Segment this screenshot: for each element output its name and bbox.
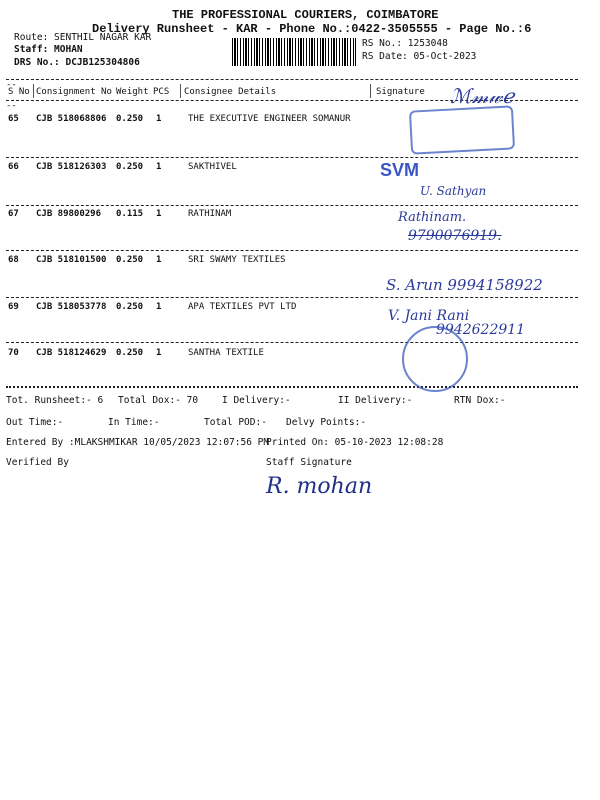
divider [6, 157, 578, 158]
entered-by: Entered By :MLAKSHMIKAR 10/05/2023 12:07:56 PM [6, 437, 270, 448]
divider [6, 297, 578, 298]
staff-signature-label: Staff Signature [266, 457, 352, 468]
cell-consignment: CJB 518053778 [36, 302, 107, 312]
cell-weight: 0.250 [116, 302, 144, 312]
tot-runsheet: Tot. Runsheet:- 6 [6, 395, 104, 406]
cell-pcs: 1 [156, 114, 162, 124]
column-divider [370, 84, 371, 98]
cell-sno: 69 [8, 302, 19, 312]
cell-consignment: CJB 89800296 [36, 209, 102, 219]
signature-sakthivel: U. Sathyan [420, 184, 487, 198]
cell-pcs: 1 [156, 209, 162, 219]
signature-apa-name: V. Jani Rani [388, 308, 470, 324]
col-header-consignment: Consignment No [36, 87, 112, 97]
in-time: In Time:- [108, 417, 160, 428]
staff-signature-hand: R. mohan [266, 474, 373, 499]
cell-weight: 0.250 [116, 348, 144, 358]
ii-delivery: II Delivery:- [338, 395, 413, 406]
cell-consignment: CJB 518068806 [36, 114, 107, 124]
cell-weight: 0.250 [116, 114, 144, 124]
table-row [0, 302, 600, 314]
office-stamp [409, 105, 515, 154]
cell-consignee: RATHINAM [188, 209, 232, 219]
divider-mark: -- [6, 101, 17, 111]
staff-label: Staff: MOHAN [14, 44, 83, 55]
route-label: Route: SENTHIL NAGAR KAR [14, 32, 152, 43]
rtn-dox: RTN Dox:- [454, 395, 506, 406]
col-header-weight: Weight [116, 87, 149, 97]
cell-weight: 0.115 [116, 209, 144, 219]
delvy-points: Delvy Points:- [286, 417, 367, 428]
cell-consignment: CJB 518126303 [36, 162, 107, 172]
cell-pcs: 1 [156, 302, 162, 312]
signature-rathinam-phone: 9790076919. [408, 228, 502, 244]
column-divider [180, 84, 181, 98]
table-row [0, 348, 600, 360]
divider [6, 205, 578, 206]
cell-consignee: THE EXECUTIVE ENGINEER SOMANUR [188, 114, 351, 124]
signature-rathinam-name: Rathinam. [398, 210, 467, 225]
printed-on: Printed On: 05-10-2023 12:08:28 [266, 437, 444, 448]
col-header-sno: S No [8, 87, 30, 97]
cell-sno: 65 [8, 114, 19, 124]
cell-sno: 67 [8, 209, 19, 219]
cell-consignee: APA TEXTILES PVT LTD [188, 302, 297, 312]
table-row [0, 255, 600, 267]
cell-sno: 66 [8, 162, 19, 172]
svm-stamp: SVM [380, 160, 420, 180]
cell-pcs: 1 [156, 162, 162, 172]
rs-date: RS Date: 05-Oct-2023 [362, 51, 477, 62]
runsheet-heading: Delivery Runsheet - KAR - Phone No.:0422-3505555 - Page No.:6 [92, 22, 532, 36]
total-pod: Total POD:- [204, 417, 267, 428]
cell-weight: 0.250 [116, 255, 144, 265]
signature-scribble: ℳ𝓂𝓌ℯ [450, 84, 515, 108]
verified-by: Verified By [6, 457, 69, 468]
total-dox: Total Dox:- 70 [118, 395, 199, 406]
cell-consignee: SRI SWAMY TEXTILES [188, 255, 286, 265]
table-row [0, 209, 600, 221]
cell-consignee: SANTHA TEXTILE [188, 348, 264, 358]
out-time: Out Time:- [6, 417, 64, 428]
cell-sno: 68 [8, 255, 19, 265]
col-header-consignee: Consignee Details [184, 87, 277, 97]
cell-consignee: SAKTHIVEL [188, 162, 237, 172]
cell-consignment: CJB 518101500 [36, 255, 107, 265]
cell-pcs: 1 [156, 348, 162, 358]
col-header-pcs: PCS [153, 87, 170, 97]
cell-weight: 0.250 [116, 162, 144, 172]
cell-consignment: CJB 518124629 [36, 348, 107, 358]
drs-number: DRS No.: DCJB125304806 [14, 57, 140, 68]
signature-apa-phone: 9942622911 [436, 322, 526, 338]
signature-sri-swamy: S. Arun 9994158922 [386, 276, 543, 294]
i-delivery: I Delivery:- [222, 395, 291, 406]
round-seal-stamp [402, 326, 468, 392]
barcode [232, 38, 356, 66]
divider [6, 79, 578, 80]
column-divider [33, 84, 34, 98]
divider-mark: -- [6, 80, 17, 90]
col-header-signature: Signature [376, 87, 425, 97]
cell-sno: 70 [8, 348, 19, 358]
cell-pcs: 1 [156, 255, 162, 265]
rs-number: RS No.: 1253048 [362, 38, 448, 49]
divider [6, 386, 578, 388]
divider [6, 342, 578, 343]
divider [6, 250, 578, 251]
company-title: THE PROFESSIONAL COURIERS, COIMBATORE [172, 8, 439, 22]
table-row [0, 162, 600, 174]
